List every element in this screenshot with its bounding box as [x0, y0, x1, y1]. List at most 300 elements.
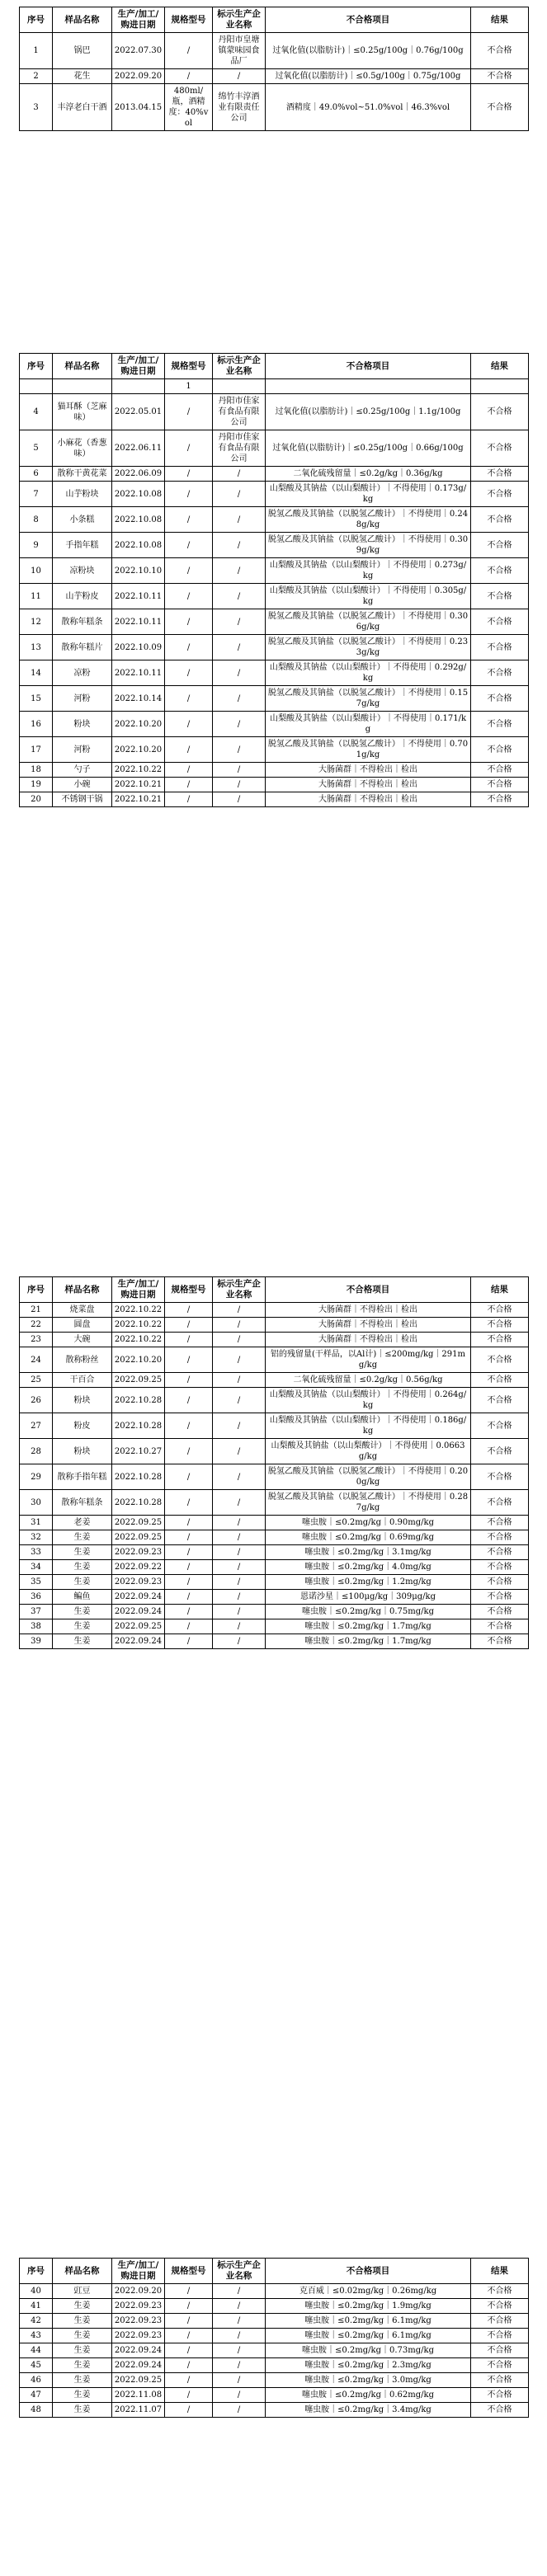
col-name: 花生 — [53, 69, 112, 84]
col-seq: 21 — [20, 1303, 53, 1318]
col-seq: 8 — [20, 507, 53, 533]
col-name: 散称粉丝 — [53, 1347, 112, 1373]
col-seq: 26 — [20, 1388, 53, 1413]
col-spec: / — [165, 1318, 213, 1333]
col-seq: 4 — [20, 394, 53, 430]
col-date: 2022.09.23 — [112, 2299, 165, 2314]
col-date: 2022.09.23 — [112, 2314, 165, 2329]
table-row — [20, 2284, 529, 2299]
col-enterprise: / — [213, 1490, 266, 1516]
col-item: 脱氢乙酸及其钠盐（以脱氢乙酸计）｜不得使用｜0.701g/kg — [266, 737, 471, 763]
col-item: 克百威｜≤0.02mg/kg｜0.26mg/kg — [266, 2284, 471, 2299]
col-date: 2022.09.23 — [112, 1545, 165, 1560]
col-name: 粉块 — [53, 712, 112, 737]
col-enterprise: / — [213, 635, 266, 660]
header-spec: 规格型号 — [165, 7, 213, 33]
col-item: 大肠菌群｜不得检出｜检出 — [266, 1318, 471, 1333]
col-enterprise: / — [213, 1347, 266, 1373]
col-item: 脱氢乙酸及其钠盐（以脱氢乙酸计）｜不得使用｜0.287g/kg — [266, 1490, 471, 1516]
col-item: 山梨酸及其钠盐（以山梨酸计）｜不得使用｜0.273g/kg — [266, 558, 471, 584]
col-item: 脱氢乙酸及其钠盐（以脱氢乙酸计）｜不得使用｜0.200g/kg — [266, 1464, 471, 1490]
col-result: 不合格 — [471, 2358, 529, 2373]
col-date: 2022.10.20 — [112, 712, 165, 737]
col-date: 2013.04.15 — [112, 84, 165, 131]
col-enterprise: / — [213, 533, 266, 558]
col-spec: / — [165, 2284, 213, 2299]
col-spec: / — [165, 1303, 213, 1318]
header-date: 生产/加工/购进日期 — [112, 7, 165, 33]
col-enterprise: / — [213, 558, 266, 584]
col-name: 干百合 — [53, 1373, 112, 1388]
col-name: 散称年糕条 — [53, 609, 112, 635]
col-item: 噻虫胺｜≤0.2mg/kg｜3.0mg/kg — [266, 2373, 471, 2388]
col-seq: 32 — [20, 1530, 53, 1545]
col-item: 噻虫胺｜≤0.2mg/kg｜1.7mg/kg — [266, 1634, 471, 1649]
col-item: 噻虫胺｜≤0.2mg/kg｜6.1mg/kg — [266, 2329, 471, 2343]
col-spec: / — [165, 2373, 213, 2388]
col-item: 大肠菌群｜不得检出｜检出 — [266, 1303, 471, 1318]
col-date: 2022.09.24 — [112, 1605, 165, 1619]
col-enterprise: 丹阳市皇塘镇蒙味园食品厂 — [213, 33, 266, 69]
col-enterprise: / — [213, 686, 266, 712]
col-spec: / — [165, 686, 213, 712]
col-date: 2022.09.20 — [112, 2284, 165, 2299]
table-row — [20, 1545, 529, 1560]
col-enterprise: / — [213, 1516, 266, 1530]
col-spec: / — [165, 1590, 213, 1605]
table-row — [20, 533, 529, 558]
col-result: 不合格 — [471, 2403, 529, 2418]
col-name: 鳊鱼 — [53, 1590, 112, 1605]
col-result: 不合格 — [471, 2284, 529, 2299]
row-marker: 1 — [165, 379, 213, 394]
col-item: 山梨酸及其钠盐（以山梨酸计）｜不得使用｜0.0663g/kg — [266, 1439, 471, 1464]
col-spec: / — [165, 1634, 213, 1649]
col-name: 老姜 — [53, 1516, 112, 1530]
col-result: 不合格 — [471, 792, 529, 807]
table-row — [20, 394, 529, 430]
empty-cell — [266, 379, 471, 394]
col-name: 凉粉块 — [53, 558, 112, 584]
table-row — [20, 584, 529, 609]
table-row — [20, 1347, 529, 1373]
header-spec: 规格型号 — [165, 354, 213, 379]
header-date: 生产/加工/购进日期 — [112, 2259, 165, 2284]
col-item: 噻虫胺｜≤0.2mg/kg｜1.9mg/kg — [266, 2299, 471, 2314]
col-name: 丰淳老白干酒 — [53, 84, 112, 131]
col-enterprise: / — [213, 1373, 266, 1388]
col-result: 不合格 — [471, 660, 529, 686]
col-result: 不合格 — [471, 2329, 529, 2343]
col-spec: / — [165, 69, 213, 84]
col-date: 2022.09.25 — [112, 1373, 165, 1388]
col-spec: / — [165, 635, 213, 660]
col-spec: / — [165, 792, 213, 807]
col-item: 山梨酸及其钠盐（以山梨酸计）｜不得使用｜0.186g/kg — [266, 1413, 471, 1439]
empty-cell — [53, 379, 112, 394]
col-spec: / — [165, 1575, 213, 1590]
col-item: 二氧化硫残留量｜≤0.2g/kg｜0.36g/kg — [266, 467, 471, 482]
col-enterprise: / — [213, 1605, 266, 1619]
header-result: 结果 — [471, 1277, 529, 1303]
col-item: 大肠菌群｜不得检出｜检出 — [266, 1333, 471, 1347]
table-row — [20, 686, 529, 712]
col-name: 河粉 — [53, 686, 112, 712]
col-seq: 20 — [20, 792, 53, 807]
col-item: 脱氢乙酸及其钠盐（以脱氢乙酸计）｜不得使用｜0.306g/kg — [266, 609, 471, 635]
col-name: 锅巴 — [53, 33, 112, 69]
col-result: 不合格 — [471, 533, 529, 558]
col-item: 过氧化值(以脂肪计)｜≤0.25g/100g｜0.66g/100g — [266, 430, 471, 467]
results-table-1 — [19, 7, 529, 131]
col-enterprise: / — [213, 1634, 266, 1649]
table-row — [20, 2329, 529, 2343]
col-item: 噻虫胺｜≤0.2mg/kg｜3.1mg/kg — [266, 1545, 471, 1560]
col-date: 2022.10.22 — [112, 763, 165, 778]
col-result: 不合格 — [471, 482, 529, 507]
col-name: 散称年糕条 — [53, 1490, 112, 1516]
col-seq: 7 — [20, 482, 53, 507]
col-date: 2022.10.21 — [112, 792, 165, 807]
col-seq: 1 — [20, 33, 53, 69]
col-seq: 29 — [20, 1464, 53, 1490]
col-enterprise: / — [213, 792, 266, 807]
col-enterprise: / — [213, 2343, 266, 2358]
empty-cell — [20, 379, 53, 394]
col-spec: / — [165, 1388, 213, 1413]
col-enterprise: / — [213, 737, 266, 763]
col-name: 勺子 — [53, 763, 112, 778]
col-date: 2022.10.08 — [112, 507, 165, 533]
header-seq: 序号 — [20, 1277, 53, 1303]
col-result: 不合格 — [471, 1634, 529, 1649]
col-spec: / — [165, 1333, 213, 1347]
col-enterprise: / — [213, 778, 266, 792]
col-item: 过氧化值(以脂肪计)｜≤0.5g/100g｜0.75g/100g — [266, 69, 471, 84]
header-name: 样品名称 — [53, 354, 112, 379]
table-header — [20, 7, 529, 33]
table-row — [20, 1318, 529, 1333]
table-row — [20, 1605, 529, 1619]
col-name: 小麻花（香葱味） — [53, 430, 112, 467]
col-date: 2022.10.11 — [112, 609, 165, 635]
col-result: 不合格 — [471, 2373, 529, 2388]
col-name: 猫耳酥（芝麻味） — [53, 394, 112, 430]
col-name: 山芋粉皮 — [53, 584, 112, 609]
col-spec: / — [165, 660, 213, 686]
col-result: 不合格 — [471, 1605, 529, 1619]
col-date: 2022.10.11 — [112, 584, 165, 609]
table-row — [20, 1590, 529, 1605]
col-seq: 48 — [20, 2403, 53, 2418]
col-date: 2022.10.22 — [112, 1303, 165, 1318]
col-seq: 47 — [20, 2388, 53, 2403]
col-enterprise: / — [213, 1530, 266, 1545]
col-date: 2022.09.24 — [112, 1634, 165, 1649]
header-item: 不合格项目 — [266, 1277, 471, 1303]
table-row — [20, 2299, 529, 2314]
col-name: 生姜 — [53, 2299, 112, 2314]
header-name: 样品名称 — [53, 1277, 112, 1303]
col-seq: 45 — [20, 2358, 53, 2373]
col-result: 不合格 — [471, 1333, 529, 1347]
col-seq: 30 — [20, 1490, 53, 1516]
col-seq: 23 — [20, 1333, 53, 1347]
col-result: 不合格 — [471, 584, 529, 609]
col-spec: / — [165, 1605, 213, 1619]
header-result: 结果 — [471, 2259, 529, 2284]
col-item: 山梨酸及其钠盐（以山梨酸计）｜不得使用｜0.171/kg — [266, 712, 471, 737]
col-item: 山梨酸及其钠盐（以山梨酸计）｜不得使用｜0.173g/kg — [266, 482, 471, 507]
col-enterprise: / — [213, 763, 266, 778]
col-name: 小条糕 — [53, 507, 112, 533]
col-date: 2022.09.25 — [112, 1619, 165, 1634]
col-date: 2022.10.20 — [112, 1347, 165, 1373]
col-seq: 2 — [20, 69, 53, 84]
col-seq: 10 — [20, 558, 53, 584]
col-spec: / — [165, 1347, 213, 1373]
header-seq: 序号 — [20, 7, 53, 33]
col-result: 不合格 — [471, 1619, 529, 1634]
col-name: 圆盘 — [53, 1318, 112, 1333]
col-item: 二氧化硫残留量｜≤0.2g/kg｜0.56g/kg — [266, 1373, 471, 1388]
table-header — [20, 354, 529, 379]
table-row — [20, 482, 529, 507]
col-spec: / — [165, 609, 213, 635]
col-name: 生姜 — [53, 1530, 112, 1545]
col-result: 不合格 — [471, 430, 529, 467]
col-date: 2022.10.10 — [112, 558, 165, 584]
col-date: 2022.05.01 — [112, 394, 165, 430]
col-result: 不合格 — [471, 84, 529, 131]
col-name: 河粉 — [53, 737, 112, 763]
col-seq: 17 — [20, 737, 53, 763]
col-name: 生姜 — [53, 2314, 112, 2329]
col-seq: 27 — [20, 1413, 53, 1439]
table-row — [20, 737, 529, 763]
col-item: 噻虫胺｜≤0.2mg/kg｜0.73mg/kg — [266, 2343, 471, 2358]
col-item: 噻虫胺｜≤0.2mg/kg｜1.7mg/kg — [266, 1619, 471, 1634]
col-date: 2022.09.25 — [112, 1530, 165, 1545]
col-spec: / — [165, 1516, 213, 1530]
col-name: 烧菜盘 — [53, 1303, 112, 1318]
col-spec: / — [165, 33, 213, 69]
col-spec: / — [165, 394, 213, 430]
results-table-2 — [19, 353, 529, 807]
col-seq: 28 — [20, 1439, 53, 1464]
table-row — [20, 84, 529, 131]
col-date: 2022.09.24 — [112, 2343, 165, 2358]
col-date: 2022.10.28 — [112, 1388, 165, 1413]
col-seq: 6 — [20, 467, 53, 482]
col-name: 散称干黄花菜 — [53, 467, 112, 482]
col-spec: / — [165, 712, 213, 737]
col-name: 粉皮 — [53, 1413, 112, 1439]
col-item: 噻虫胺｜≤0.2mg/kg｜1.2mg/kg — [266, 1575, 471, 1590]
col-seq: 31 — [20, 1516, 53, 1530]
col-enterprise: / — [213, 467, 266, 482]
col-item: 大肠菌群｜不得检出｜检出 — [266, 792, 471, 807]
header-date: 生产/加工/购进日期 — [112, 354, 165, 379]
col-date: 2022.10.11 — [112, 660, 165, 686]
col-enterprise: / — [213, 1303, 266, 1318]
col-seq: 40 — [20, 2284, 53, 2299]
col-seq: 43 — [20, 2329, 53, 2343]
col-date: 2022.06.09 — [112, 467, 165, 482]
col-enterprise: 丹阳市佳家有食品有限公司 — [213, 430, 266, 467]
col-name: 生姜 — [53, 1575, 112, 1590]
col-result: 不合格 — [471, 1560, 529, 1575]
header-enterprise: 标示生产企业名称 — [213, 1277, 266, 1303]
col-enterprise: / — [213, 2299, 266, 2314]
col-date: 2022.10.28 — [112, 1413, 165, 1439]
page-1 — [0, 0, 547, 289]
col-seq: 41 — [20, 2299, 53, 2314]
col-enterprise: / — [213, 1413, 266, 1439]
col-enterprise: / — [213, 584, 266, 609]
col-date: 2022.11.08 — [112, 2388, 165, 2403]
table-row — [20, 2343, 529, 2358]
header-enterprise: 标示生产企业名称 — [213, 7, 266, 33]
col-date: 2022.10.08 — [112, 533, 165, 558]
header-seq: 序号 — [20, 2259, 53, 2284]
col-date: 2022.11.07 — [112, 2403, 165, 2418]
col-seq: 37 — [20, 1605, 53, 1619]
table-row — [20, 558, 529, 584]
col-result: 不合格 — [471, 33, 529, 69]
col-seq: 25 — [20, 1373, 53, 1388]
col-name: 山芋粉块 — [53, 482, 112, 507]
col-seq: 16 — [20, 712, 53, 737]
table-row — [20, 1303, 529, 1318]
col-spec: 480ml/瓶，酒精度：40%vol — [165, 84, 213, 131]
table-row — [20, 763, 529, 778]
col-name: 凉粉 — [53, 660, 112, 686]
col-name: 粉块 — [53, 1388, 112, 1413]
col-seq: 14 — [20, 660, 53, 686]
col-seq: 38 — [20, 1619, 53, 1634]
col-result: 不合格 — [471, 737, 529, 763]
col-name: 小碗 — [53, 778, 112, 792]
col-enterprise: / — [213, 2388, 266, 2403]
col-item: 噻虫胺｜≤0.2mg/kg｜2.3mg/kg — [266, 2358, 471, 2373]
header-spec: 规格型号 — [165, 1277, 213, 1303]
col-result: 不合格 — [471, 1347, 529, 1373]
col-result: 不合格 — [471, 1464, 529, 1490]
col-item: 噻虫胺｜≤0.2mg/kg｜3.4mg/kg — [266, 2403, 471, 2418]
col-name: 手指年糕 — [53, 533, 112, 558]
page-3 — [0, 1270, 547, 2268]
col-item: 恩诺沙星｜≤100μg/kg｜309μg/kg — [266, 1590, 471, 1605]
col-result: 不合格 — [471, 2388, 529, 2403]
col-name: 生姜 — [53, 2329, 112, 2343]
col-spec: / — [165, 2329, 213, 2343]
col-spec: / — [165, 507, 213, 533]
col-item: 噻虫胺｜≤0.2mg/kg｜0.62mg/kg — [266, 2388, 471, 2403]
table-header — [20, 2259, 529, 2284]
col-enterprise: / — [213, 2284, 266, 2299]
col-seq: 19 — [20, 778, 53, 792]
col-spec: / — [165, 2388, 213, 2403]
col-seq: 15 — [20, 686, 53, 712]
col-item: 脱氢乙酸及其钠盐（以脱氢乙酸计）｜不得使用｜0.157g/kg — [266, 686, 471, 712]
col-seq: 13 — [20, 635, 53, 660]
col-item: 脱氢乙酸及其钠盐（以脱氢乙酸计）｜不得使用｜0.248g/kg — [266, 507, 471, 533]
header-seq: 序号 — [20, 354, 53, 379]
col-item: 噻虫胺｜≤0.2mg/kg｜0.90mg/kg — [266, 1516, 471, 1530]
col-date: 2022.09.24 — [112, 2358, 165, 2373]
col-seq: 33 — [20, 1545, 53, 1560]
table-row — [20, 1516, 529, 1530]
table-row — [20, 467, 529, 482]
col-enterprise: / — [213, 1575, 266, 1590]
col-result: 不合格 — [471, 467, 529, 482]
header-spec: 规格型号 — [165, 2259, 213, 2284]
col-date: 2022.10.22 — [112, 1333, 165, 1347]
col-spec: / — [165, 2403, 213, 2418]
col-item: 山梨酸及其钠盐（以山梨酸计）｜不得使用｜0.305g/kg — [266, 584, 471, 609]
col-spec: / — [165, 482, 213, 507]
col-name: 生姜 — [53, 2343, 112, 2358]
col-name: 散称手指年糕 — [53, 1464, 112, 1490]
table-row — [20, 1373, 529, 1388]
col-date: 2022.10.27 — [112, 1439, 165, 1464]
table-row — [20, 1619, 529, 1634]
col-result: 不合格 — [471, 1373, 529, 1388]
table-row — [20, 1333, 529, 1347]
col-enterprise: / — [213, 1619, 266, 1634]
col-date: 2022.10.28 — [112, 1490, 165, 1516]
col-enterprise: / — [213, 1590, 266, 1605]
col-result: 不合格 — [471, 1413, 529, 1439]
header-item: 不合格项目 — [266, 2259, 471, 2284]
col-result: 不合格 — [471, 763, 529, 778]
col-result: 不合格 — [471, 394, 529, 430]
col-spec: / — [165, 737, 213, 763]
col-enterprise: / — [213, 482, 266, 507]
table-row-marker — [20, 379, 529, 394]
table-row — [20, 430, 529, 467]
col-name: 散称年糕片 — [53, 635, 112, 660]
col-date: 2022.10.28 — [112, 1464, 165, 1490]
col-result: 不合格 — [471, 635, 529, 660]
col-spec: / — [165, 1619, 213, 1634]
col-spec: / — [165, 533, 213, 558]
col-enterprise: / — [213, 609, 266, 635]
col-enterprise: 丹阳市佳家有食品有限公司 — [213, 394, 266, 430]
col-seq: 35 — [20, 1575, 53, 1590]
col-result: 不合格 — [471, 558, 529, 584]
col-seq: 9 — [20, 533, 53, 558]
col-spec: / — [165, 1373, 213, 1388]
col-spec: / — [165, 2343, 213, 2358]
col-date: 2022.09.24 — [112, 1590, 165, 1605]
col-seq: 22 — [20, 1318, 53, 1333]
col-seq: 39 — [20, 1634, 53, 1649]
col-date: 2022.06.11 — [112, 430, 165, 467]
table-row — [20, 1464, 529, 1490]
header-name: 样品名称 — [53, 7, 112, 33]
results-table-4 — [19, 2258, 529, 2418]
col-result: 不合格 — [471, 2299, 529, 2314]
table-row — [20, 1560, 529, 1575]
col-seq: 5 — [20, 430, 53, 467]
col-enterprise: / — [213, 2358, 266, 2373]
col-result: 不合格 — [471, 1590, 529, 1605]
col-enterprise: / — [213, 1318, 266, 1333]
col-date: 2022.09.20 — [112, 69, 165, 84]
col-seq: 18 — [20, 763, 53, 778]
